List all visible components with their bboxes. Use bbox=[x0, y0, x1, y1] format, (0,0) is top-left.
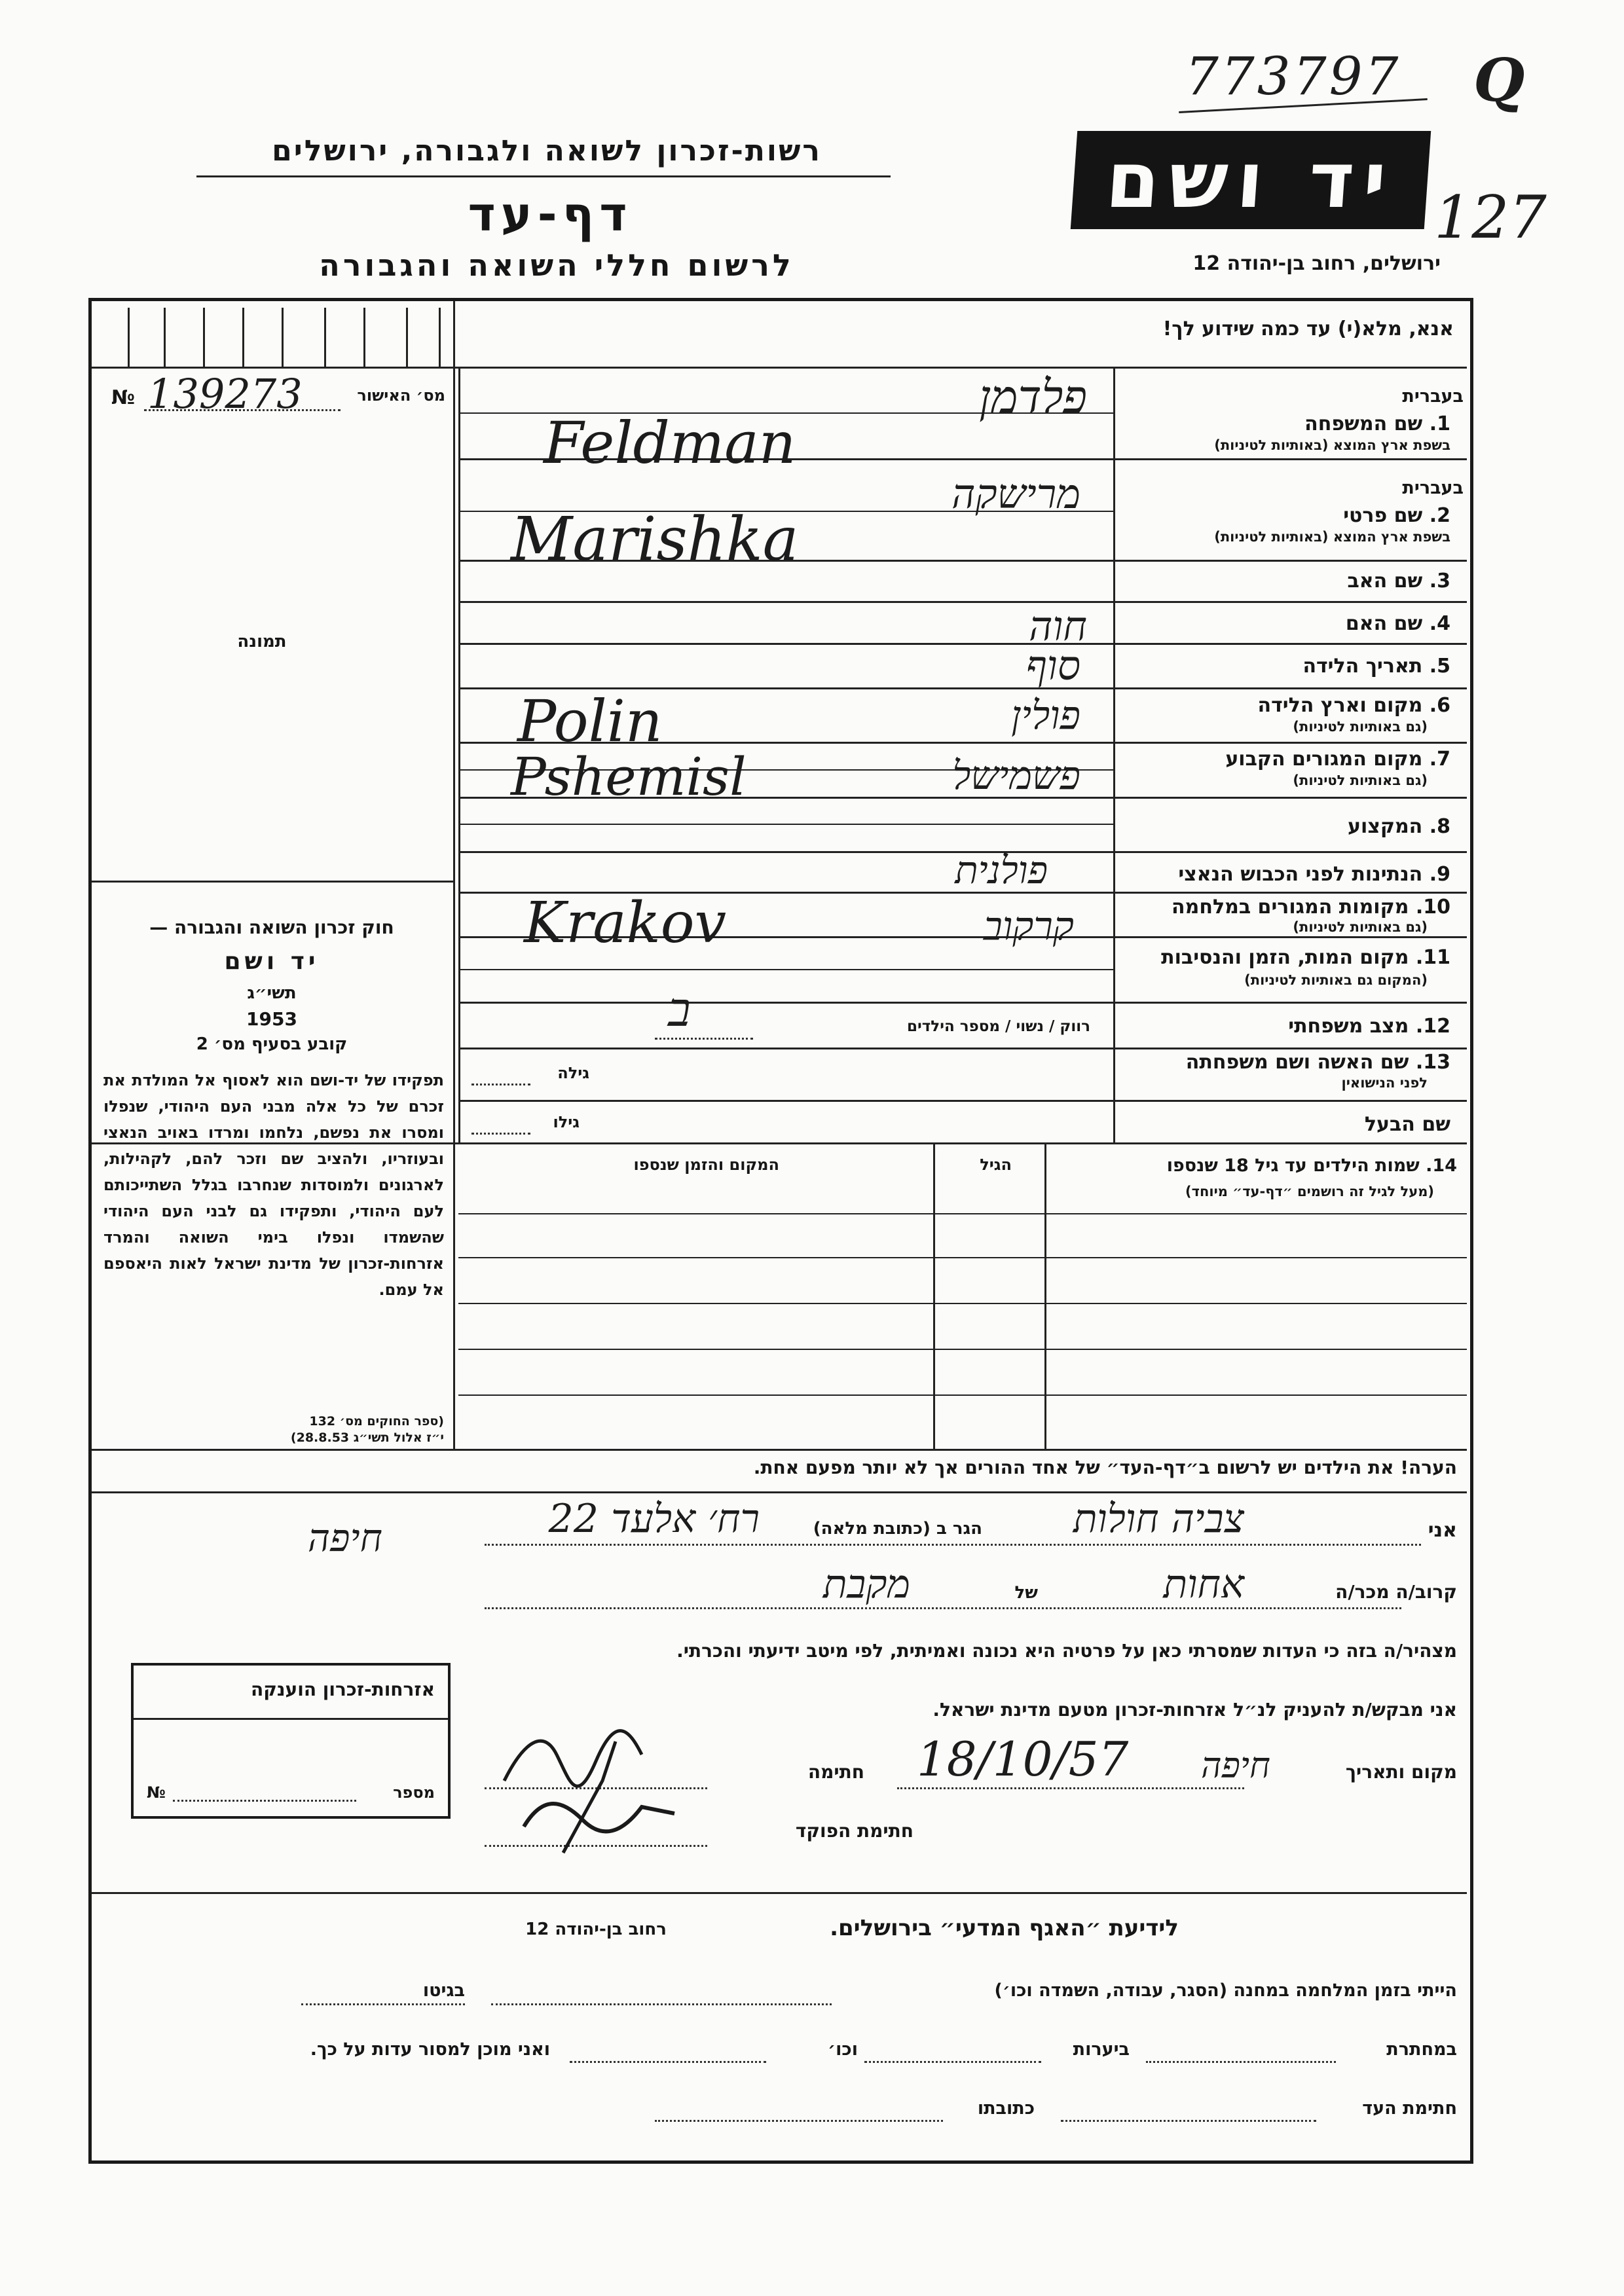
declaration-resides: הגר ב (כתובת מלאה) bbox=[813, 1519, 982, 1539]
place-value: חיפה bbox=[1200, 1745, 1270, 1786]
field-5-label: 5. תאריך הלידה bbox=[1302, 655, 1450, 678]
footer-line2-dots-3 bbox=[570, 2061, 766, 2063]
field-11-sub: (המקום גם באותיות לטיניות) bbox=[1244, 972, 1428, 988]
field-4-label: 4. שם האם bbox=[1345, 612, 1450, 635]
margin-word: חיפה bbox=[308, 1516, 382, 1560]
cert-label: מס׳ האישור bbox=[357, 386, 445, 405]
footer-line1-a: הייתי בזמן המלחמה במחנה (הסגר, עבודה, השמדה וכו׳) bbox=[994, 1980, 1457, 2001]
intro-rule bbox=[455, 367, 1467, 369]
field-2-sub: בשפת ארץ המוצא (באותיות לטיניות) bbox=[1214, 529, 1450, 545]
field-6-label: 6. מקום וארץ הלידה bbox=[1257, 694, 1450, 717]
lang-hebrew-1: בעברית bbox=[1402, 386, 1464, 407]
intro-text: אנא, מלא(י) עד כמה שידוע לך! bbox=[1162, 318, 1454, 340]
signature-label: חתימה bbox=[807, 1761, 864, 1783]
children-col-2 bbox=[933, 1142, 935, 1449]
field-13-sub: לפני הנישואין bbox=[1341, 1075, 1428, 1091]
children-sub: (מעל לגיל זה רושמים ״דף-עד״ מיוחד) bbox=[1185, 1184, 1434, 1199]
declaration-statement: מצהיר/ה בזה כי העדות שמסרתי כאן על פרטיה היא נכונה ואמיתית, לפי מיטב ידיעתי והכרתי. bbox=[676, 1640, 1457, 1662]
footer-line1-b: בגיטו bbox=[422, 1980, 465, 2001]
field-13-age-line bbox=[471, 1084, 530, 1085]
field-12-options: רווק / נשוי / מספר הילדים bbox=[907, 1018, 1090, 1035]
field-12-mark: ב bbox=[668, 982, 691, 1037]
field-7-latin: Pshemisl bbox=[511, 746, 747, 807]
archive-number: 773797 bbox=[1185, 46, 1401, 107]
field-10-hebrew: קרקוב bbox=[984, 903, 1074, 949]
field-1-hebrew: פלדמן bbox=[979, 370, 1087, 424]
footer-line2-a: במחתרת bbox=[1386, 2039, 1457, 2060]
footer-address: רחוב בן-יהודה 12 bbox=[525, 1920, 667, 1939]
footer-line3-b: כתובתו bbox=[977, 2098, 1035, 2119]
footer-title: לידיעת ״האגף המדעי״ בירושלים. bbox=[830, 1915, 1179, 1941]
footer-line2-c: וכו׳ bbox=[828, 2039, 858, 2060]
place-date-label: מקום ותאריך bbox=[1345, 1761, 1457, 1783]
cert-number-value: 139273 bbox=[147, 370, 303, 418]
husband-age-line bbox=[471, 1133, 530, 1135]
law-year-hebrew: תשי״ג bbox=[247, 983, 297, 1003]
corner-mark: Q bbox=[1473, 46, 1525, 115]
field-12-label: 12. מצב משפחתי bbox=[1288, 1015, 1450, 1038]
page-mark: 127 bbox=[1434, 183, 1547, 252]
cert-number-symbol: № bbox=[111, 386, 136, 409]
date-value: 18/10/57 bbox=[917, 1732, 1129, 1787]
footer-line3-a: חתימת העד bbox=[1362, 2098, 1457, 2119]
field-10-label: 10. מקומות המגורים במלחמה bbox=[1172, 896, 1450, 919]
authority-line: רשות-זכרון לשואה ולגבורה, ירושלים bbox=[272, 134, 822, 168]
field-1-latin: Feldman bbox=[544, 409, 796, 477]
form-subtitle: לרשום חללי השואה והגבורה bbox=[319, 247, 794, 283]
footer-line1-dots bbox=[491, 2003, 832, 2005]
field-8-label: 8. המקצוע bbox=[1348, 815, 1450, 838]
field-13-label: 13. שם האשה ושם משפחתה bbox=[1185, 1051, 1450, 1074]
law-top-rule bbox=[92, 881, 455, 883]
footer-line3-dots-2 bbox=[655, 2120, 943, 2122]
field-12-line bbox=[655, 1038, 753, 1040]
children-col-1 bbox=[1044, 1142, 1046, 1449]
field-10-sub: (גם באותיות לטיניות) bbox=[1293, 919, 1428, 935]
officer-label: חתימת הפוקד bbox=[795, 1820, 913, 1842]
field-5-value: סוף bbox=[1025, 642, 1080, 689]
field-2-latin: Marishka bbox=[511, 504, 799, 574]
law-footnote-1: (ספר החוקים מס׳ 132 bbox=[309, 1414, 444, 1429]
children-age-header: הגיל bbox=[980, 1156, 1012, 1174]
field-6-latin: Polin bbox=[517, 687, 663, 755]
field-7-hebrew: פשמישל bbox=[952, 753, 1080, 799]
left-column-divider bbox=[453, 301, 455, 1449]
children-note: הערה! את הילדים יש לרשום ב״דף-העד״ של אחד ההורים אך לא יותר מפעם אחת. bbox=[753, 1457, 1457, 1478]
field-2-label: 2. שם פרטי bbox=[1343, 504, 1450, 527]
citizenship-title: אזרחות-זכרון הוענקה bbox=[251, 1679, 435, 1700]
field-1-label: 1. שם המשפחה bbox=[1304, 412, 1450, 435]
relation-value-2: מקבת bbox=[822, 1561, 910, 1607]
footer-line2-b: ביערות bbox=[1073, 2039, 1130, 2060]
footer-line1-dots-2 bbox=[301, 2003, 465, 2005]
children-label: 14. שמות הילדים עד גיל 18 שנספו bbox=[1166, 1156, 1457, 1176]
law-footnote-2: י״ז אלול תשי״ג 28.8.53) bbox=[290, 1430, 444, 1445]
note-rule bbox=[92, 1491, 1467, 1493]
label-column-divider bbox=[1113, 367, 1115, 1142]
field-6-sub: (גם באותיות לטיניות) bbox=[1293, 719, 1428, 735]
law-year: 1953 bbox=[246, 1008, 297, 1030]
field-9-label: 9. הנתינות לפני הכבוש הנאצי bbox=[1178, 863, 1450, 886]
husband-label: שם הבעל bbox=[1364, 1113, 1450, 1136]
field-7-sub: (גם באותיות לטיניות) bbox=[1293, 773, 1428, 788]
law-body: תפקידו של יד-ושם הוא לאסוף אל המולדת את זכרם של כל אלה מבני העם היהודי, שנפלו ומסרו את נפשם, נלחמו ומרדו באויב הנאצי ובעוזריו, ולהציב שם וזכר להם, לקהילות, לארגונים ולמוסדות שנחרבו בגלל השתייכותם לעם היהודי, ותפקידו גם לבני העם היהודי שהשמדו ונפלו בימי השואה והמרד אזרחות-זכרון של מדינת ישראל לאות היאספם אל עמם. bbox=[103, 1071, 444, 1299]
footer-line2-dots-1 bbox=[1146, 2061, 1336, 2063]
field-7-label: 7. מקום המגורים הקבוע bbox=[1225, 748, 1450, 771]
husband-age-label: גילו bbox=[553, 1113, 580, 1131]
cert-rule bbox=[92, 367, 455, 369]
cert-number-line bbox=[144, 409, 341, 411]
relation-value: אחות bbox=[1163, 1561, 1244, 1607]
lang-hebrew-2: בעברית bbox=[1402, 478, 1464, 498]
form-title: דף-עד bbox=[468, 187, 633, 242]
field-1-sub: בשפת ארץ המוצא (באותיות לטיניות) bbox=[1214, 437, 1450, 453]
field-3-label: 3. שם האב bbox=[1347, 570, 1450, 592]
field-13-age-label: גילה bbox=[557, 1064, 589, 1082]
relative-label: קרוב/ה מכר/ה bbox=[1335, 1581, 1457, 1603]
value-column-divider bbox=[458, 368, 460, 1144]
law-section: קובע בסעיף מס׳ 2 bbox=[196, 1034, 348, 1054]
citizenship-number-symbol: № bbox=[147, 1783, 166, 1802]
footer-line3-dots-1 bbox=[1061, 2120, 1316, 2122]
logo-text: יד ושם bbox=[1103, 135, 1399, 225]
declaration-ani: אני bbox=[1428, 1519, 1457, 1542]
handwritten-signature bbox=[485, 1702, 707, 1859]
title-rule bbox=[196, 175, 891, 177]
field-6-hebrew: פולין bbox=[1011, 693, 1080, 738]
declaration-address: רח׳ אלעד 22 bbox=[548, 1496, 760, 1542]
declaration-request: אני מבקש/ת להעניק לנ״ל אזרחות-זכרון מטעם מדינת ישראל. bbox=[932, 1699, 1457, 1721]
law-name: יד ושם bbox=[224, 948, 320, 975]
field-2-hebrew: מרישקה bbox=[951, 470, 1080, 518]
declaration-line-1 bbox=[485, 1544, 1421, 1546]
field-9-value: פולנית bbox=[955, 848, 1048, 892]
declaration-name: צביה חולות bbox=[1073, 1496, 1244, 1542]
footer-line2-d: ואני מוכן למסור עדות על כך. bbox=[310, 2039, 550, 2060]
declaration-line-2 bbox=[485, 1607, 1401, 1609]
footer-line2-dots-2 bbox=[864, 2061, 1041, 2063]
children-place-header: המקום והזמן שנספו bbox=[633, 1156, 779, 1174]
declaration-of: של bbox=[1014, 1583, 1038, 1603]
date-line bbox=[897, 1787, 1244, 1789]
field-4-value: חוה bbox=[1029, 602, 1087, 650]
citizenship-box bbox=[131, 1663, 451, 1819]
field-10-latin: Krakov bbox=[524, 890, 727, 956]
yad-vashem-logo bbox=[1071, 131, 1431, 229]
photo-label: תמונה bbox=[237, 632, 287, 651]
declaration-bottom-rule bbox=[92, 1892, 1467, 1894]
law-title: חוק זכרון השואה והגבורה — bbox=[149, 917, 394, 938]
citizenship-number-label: מספר bbox=[393, 1783, 435, 1802]
field-11-label: 11. מקום המות, הזמן והנסיבות bbox=[1161, 946, 1450, 969]
header-address: ירושלים, רחוב בן-יהודה 12 bbox=[1192, 252, 1441, 275]
